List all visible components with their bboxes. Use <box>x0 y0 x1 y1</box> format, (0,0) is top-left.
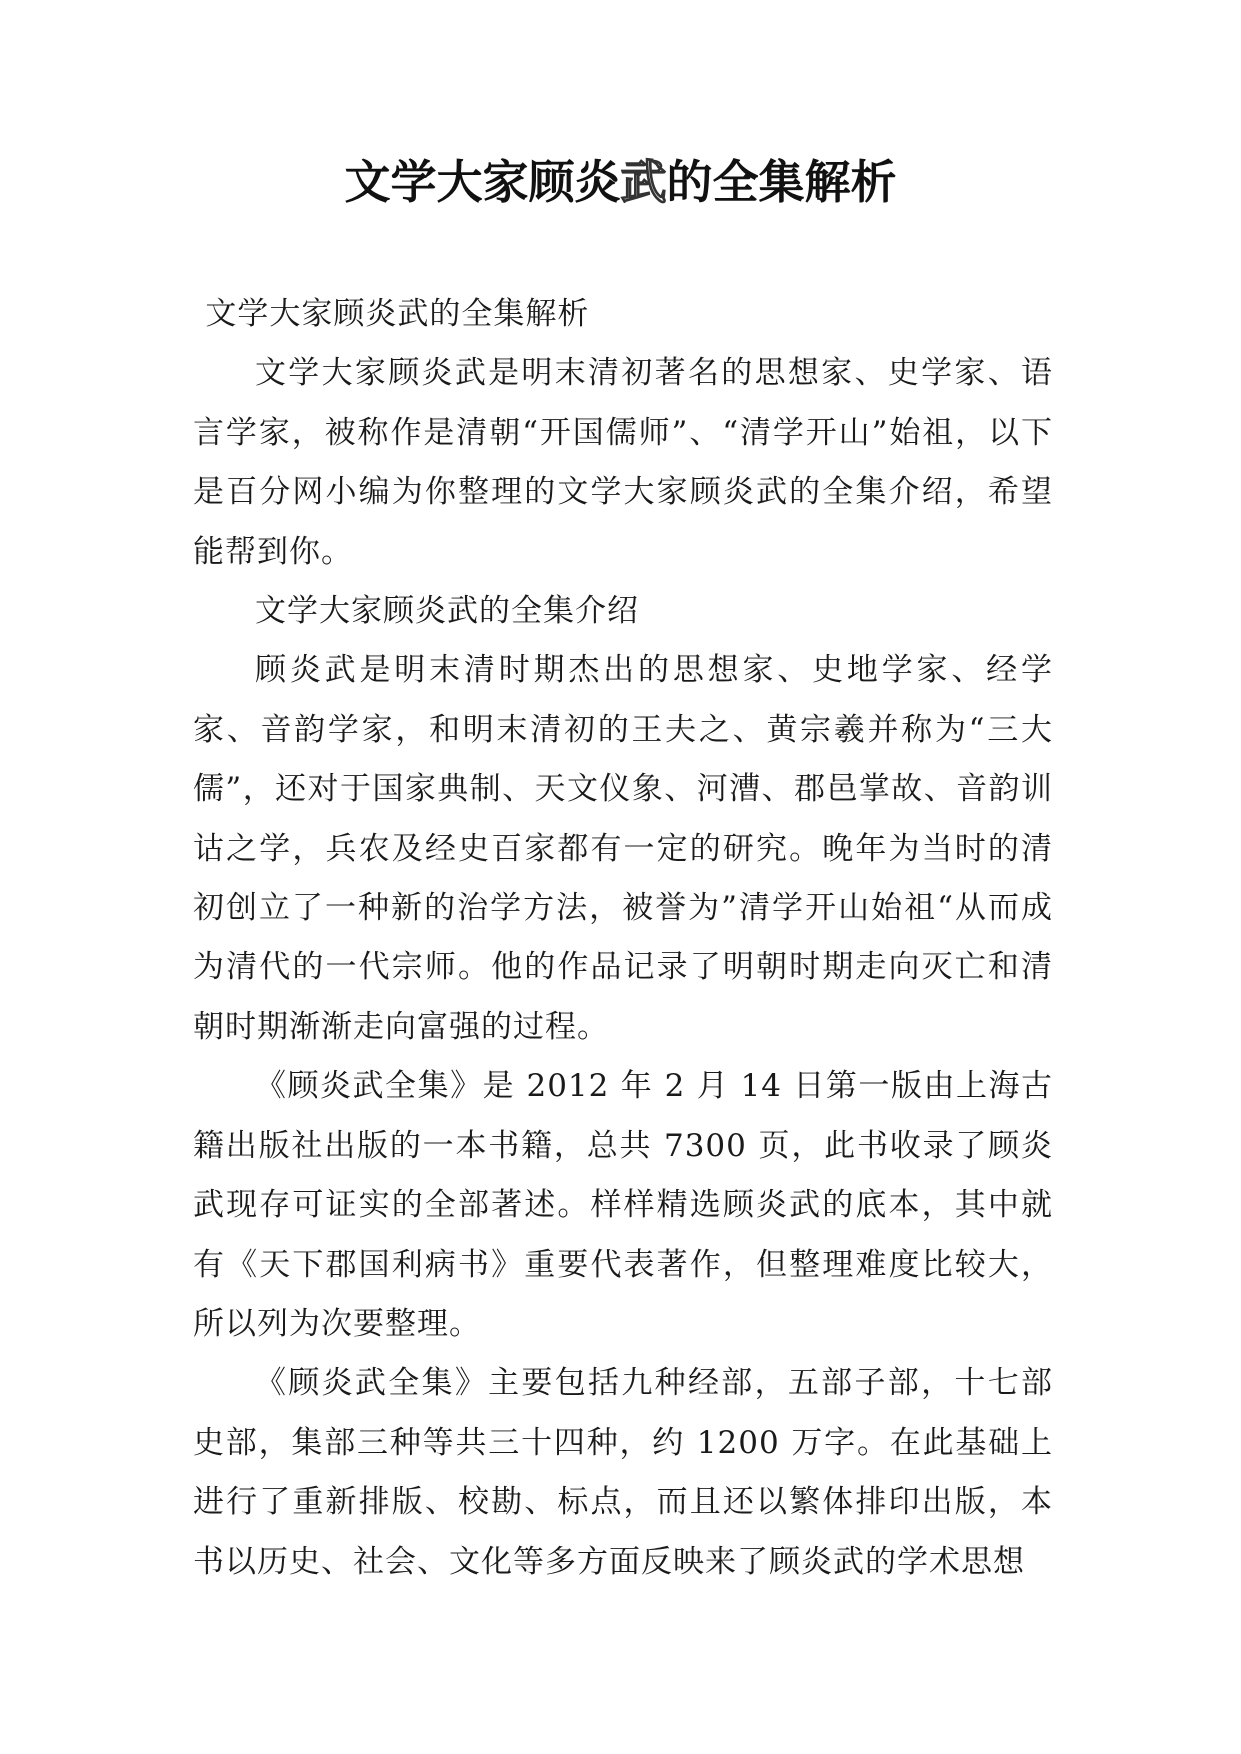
intro-paragraph: 文学大家顾炎武是明末清初著名的思想家、史学家、语言学家，被称作是清朝“开国儒师”、“清学开山”始祖，以下是百分网小编为你整理的文学大家顾炎武的全集介绍，希望能帮到你。 <box>193 355 1053 570</box>
subtitle-paragraph: 文学大家顾炎武的全集解析 <box>205 296 590 332</box>
page-title <box>0 150 1241 214</box>
title-outlined-character: 武 <box>620 155 667 209</box>
section-heading: 文学大家顾炎武的全集介绍 <box>255 593 639 630</box>
biography-paragraph: 顾炎武是明末清时期杰出的思想家、史地学家、经学家、音韵学家，和明末清初的王夫之、黄宗羲并称为“三大儒”，还对于国家典制、天文仪象、河漕、郡邑掌故、音韵训诂之学，兵农及经史百家都有一定的研究。晚年为当时的清初创立了一种新的治学方法，被誉为”清学开山始祖“从而成为清代的一代宗师。他的作品记录了明朝时期走向灭亡和清朝时期渐渐走向富强的过程。 <box>193 652 1053 1045</box>
title-text-start: 文学大家顾炎 <box>344 155 621 209</box>
contents-paragraph: 《顾炎武全集》主要包括九种经部，五部子部，十七部史部，集部三种等共三十四种，约 1200 万字。在此基础上进行了重新排版、校勘、标点，而且还以繁体排印出版，本书以历史、社会、文化等多方面反映来了顾炎武的学术思想 <box>193 1365 1053 1580</box>
publication-paragraph: 《顾炎武全集》是 2012 年 2 月 14 日第一版由上海古籍出版社出版的一本书籍，总共 7300 页，此书收录了顾炎武现存可证实的全部著述。样样精选顾炎武的底本，其中就有《天下郡国利病书》重要代表著作，但整理难度比较大，所以列为次要整理。 <box>193 1068 1053 1342</box>
document-body <box>193 285 1053 1592</box>
title-text-end: 的全集解析 <box>666 155 897 209</box>
